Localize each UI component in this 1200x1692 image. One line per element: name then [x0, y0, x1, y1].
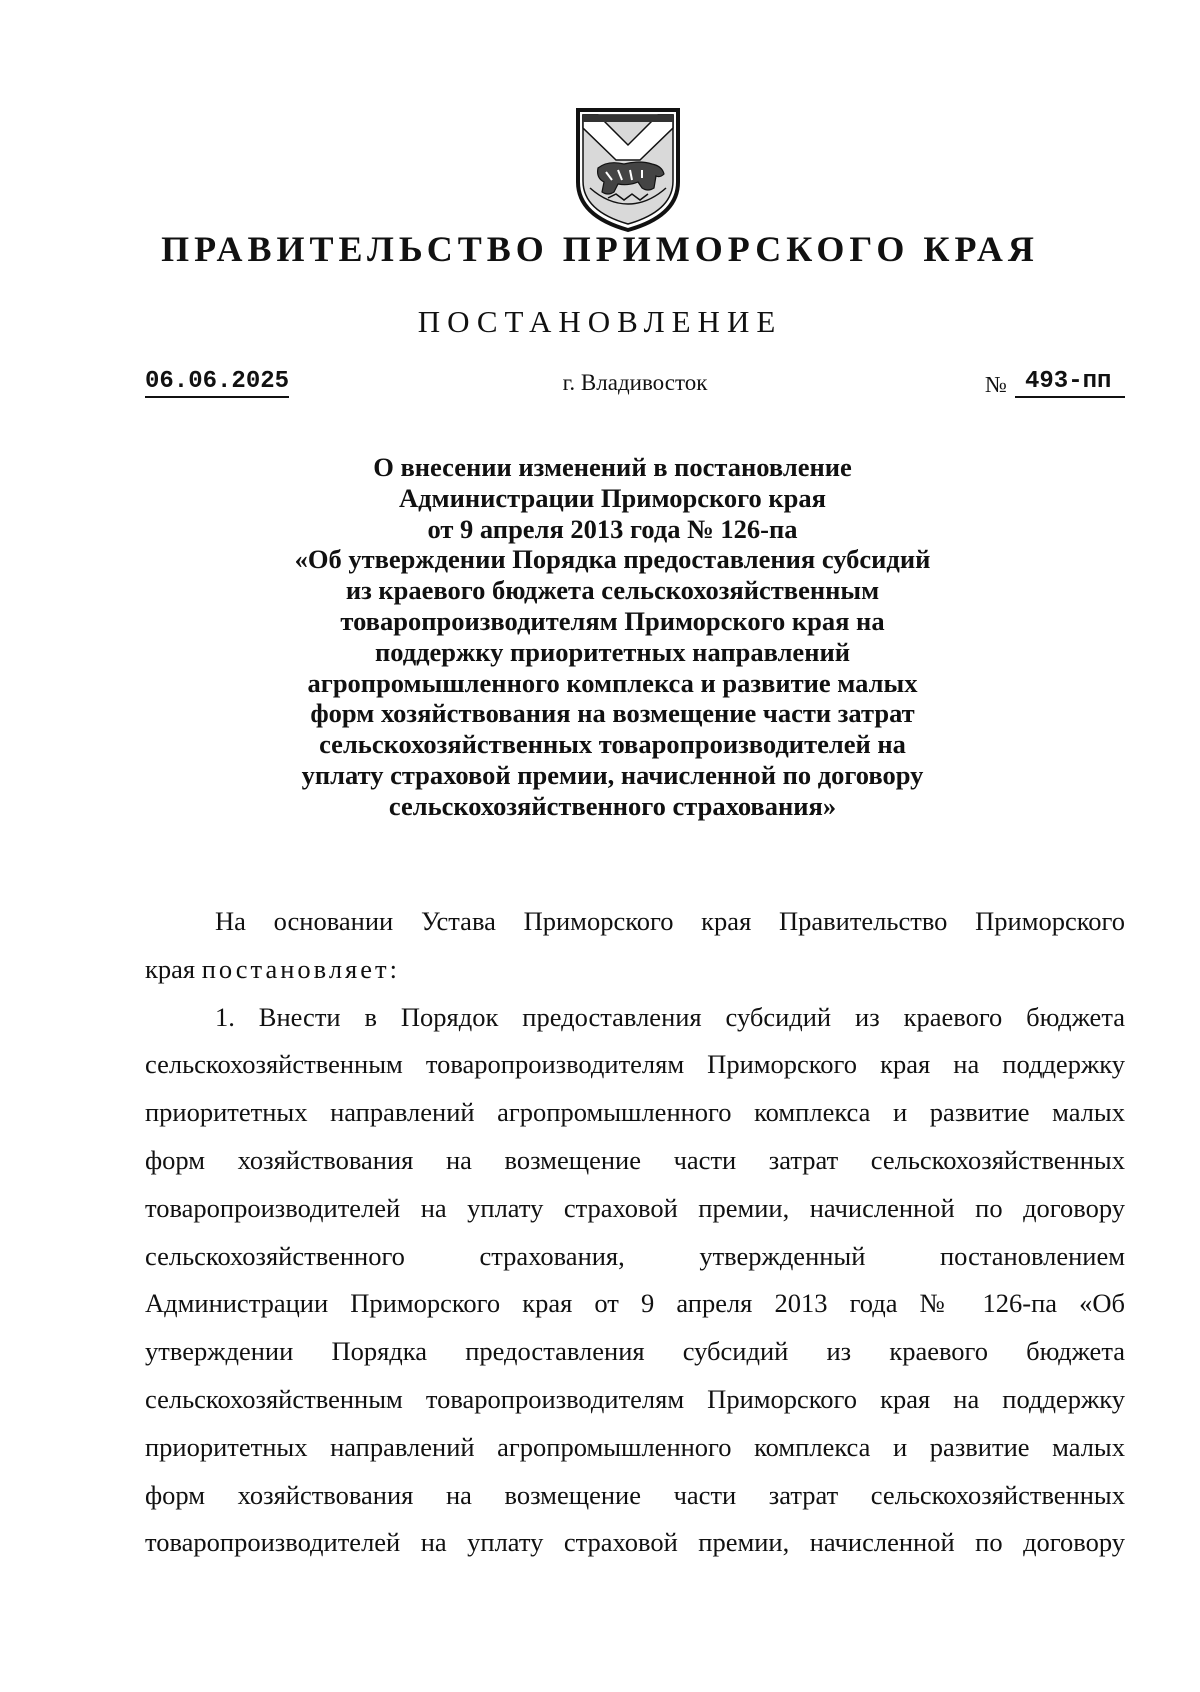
document-type: ПОСТАНОВЛЕНИЕ [417, 304, 783, 339]
coat-of-arms-icon [568, 104, 688, 234]
preamble-resolves: постановляет: [201, 953, 400, 984]
document-body [145, 898, 1125, 1567]
item-line: приоритетных направлений агропромышленного комплекса и развитие малых [145, 1097, 1125, 1128]
number-sign: № [985, 372, 1007, 397]
item-line: товаропроизводителей на уплату страховой премии, начисленной по договору [145, 1527, 1125, 1558]
title-line: из краевого бюджета сельскохозяйственным [345, 575, 880, 606]
document-city: г. Владивосток [562, 370, 708, 395]
document-date: 06.06.2025 [145, 368, 289, 398]
title-line: агропромышленного комплекса и развитие малых [307, 667, 918, 698]
item-line: форм хозяйствования на возмещение части затрат сельскохозяйственных [145, 1144, 1125, 1175]
item-line: сельскохозяйственного страхования, утвержденный постановлением [145, 1240, 1125, 1271]
government-title: ПРАВИТЕЛЬСТВО ПРИМОРСКОГО КРАЯ [161, 229, 1039, 269]
item-line: утверждении Порядка предоставления субсидий из краевого бюджета [145, 1336, 1125, 1367]
title-line: Администрации Приморского края [398, 482, 826, 513]
title-line: О внесении изменений в постановление [373, 452, 852, 482]
item-line: 1. Внести в Порядок предоставления субсидий из краевого бюджета [215, 1001, 1125, 1032]
preamble-line: На основании Устава Приморского края Правительство Приморского [215, 906, 1125, 936]
title-line: уплату страховой премии, начисленной по договору [301, 759, 924, 790]
item-line: форм хозяйствования на возмещение части затрат сельскохозяйственных [145, 1479, 1125, 1510]
document-meta-row [145, 368, 1125, 408]
title-line: от 9 апреля 2013 года № 126-па [427, 513, 798, 544]
title-line: сельскохозяйственного страхования» [388, 790, 837, 821]
document-number-block [985, 368, 1125, 398]
preamble-prefix: края [145, 953, 196, 984]
item-line: приоритетных направлений агропромышленного комплекса и развитие малых [145, 1431, 1125, 1462]
preamble-line [145, 946, 1125, 994]
document-title [200, 452, 1025, 822]
title-line: товаропроизводителям Приморского края на [340, 605, 885, 636]
title-line: форм хозяйствования на возмещение части затрат [310, 698, 915, 729]
item-line: сельскохозяйственным товаропроизводителям Приморского края на поддержку [145, 1383, 1125, 1414]
title-line: «Об утверждении Порядка предоставления субсидий [294, 544, 931, 575]
document-number: 493-пп [1015, 368, 1125, 398]
item-line: Администрации Приморского края от 9 апреля 2013 года № 126-па «Об [145, 1288, 1125, 1319]
title-line: сельскохозяйственных товаропроизводителей на [319, 729, 906, 760]
item-line: товаропроизводителей на уплату страховой премии, начисленной по договору [145, 1192, 1125, 1223]
item-line: сельскохозяйственным товаропроизводителям Приморского края на поддержку [145, 1049, 1125, 1080]
title-line: поддержку приоритетных направлений [374, 636, 851, 667]
